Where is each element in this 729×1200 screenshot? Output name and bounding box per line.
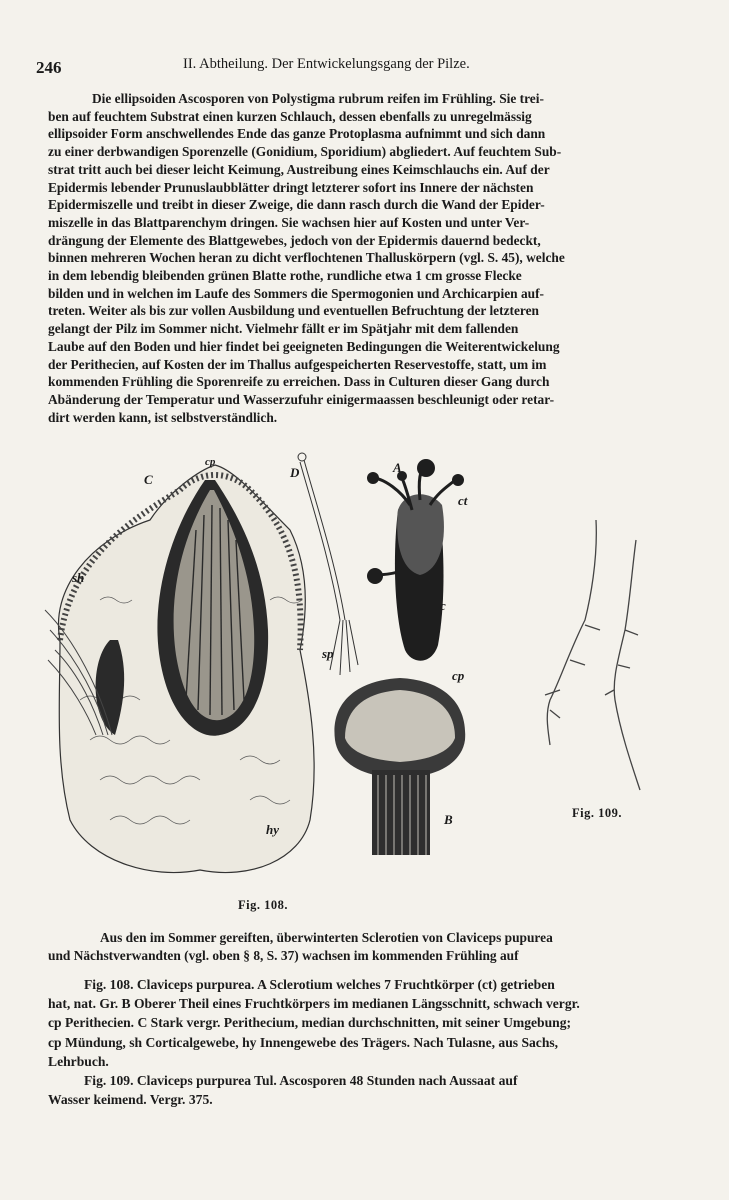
figure-108-caption	[48, 975, 702, 1071]
continuation-paragraph	[48, 929, 694, 964]
text-line: Abänderung der Temperatur und Wasserzufuhr einigermaassen beschleunigt oder retar-	[48, 391, 555, 407]
figure-letter: cp	[452, 668, 465, 683]
figure-letter: sh	[72, 570, 85, 585]
figure-letter: cp	[205, 456, 216, 468]
figure-letter: ct	[458, 493, 468, 508]
text-line: gelangt der Pilz im Sommer nicht. Vielmehr fällt er im Spätjahr mit dem fallenden	[48, 321, 519, 337]
text-line: in dem lebendig bleibenden grünen Blatte rothe, rundliche etwa 1 cm grosse Flecke	[48, 268, 522, 284]
text-line: Laube auf den Boden und hier findet bei geeigneten Bedingungen die Weiterentwickelung	[48, 338, 560, 354]
caption-line: cp Mündung, sh Corticalgewebe, hy Innengewebe des Trägers. Nach Tulasne, aus Sachs,	[48, 1034, 559, 1050]
text-line: treten. Weiter als bis zur vollen Ausbildung und eventuellen Befruchtung der letzteren	[48, 303, 540, 319]
text-line: und Nächstverwandten (vgl. oben § 8, S. 37) wachsen im kommenden Frühling auf	[48, 947, 519, 963]
text-line: Epidermiszelle und treibt in dieser Zweige, die dann rasch durch die Wand der Epider-	[48, 197, 545, 213]
text-line: dirt werden kann, ist selbstverständlich.	[48, 409, 278, 425]
ascospores-drawing-109	[545, 520, 640, 790]
text-line: binnen mehreren Wochen heran zu dicht verflochtenen Thalluskörpern (vgl. S. 45), welche	[48, 250, 565, 266]
caption-line: Wasser keimend. Vergr. 375.	[48, 1092, 213, 1108]
ascus-drawing-d	[298, 453, 358, 675]
figure-letter: A	[393, 460, 402, 475]
caption-line: Fig. 108. Claviceps purpurea. A Sclerotium welches 7 Fruchtkörper (ct) getrieben	[84, 977, 555, 992]
figure-letter: B	[444, 812, 453, 827]
caption-line: cp Perithecien. C Stark vergr. Perithecium, median durchschnitten, mit seiner Umgebung;	[48, 1015, 572, 1031]
text-line: zu einer derbwandigen Sporenzelle (Gonidium, Sporidium) abgliedert. Auf feuchtem Sub-	[48, 144, 562, 160]
text-line: bilden und in welchen im Laufe des Sommers die Spermogonien und Archicarpien auf-	[48, 285, 545, 301]
figure-letter: C	[144, 472, 153, 487]
figure-109-caption	[48, 1071, 702, 1109]
fruit-body-drawing-b	[334, 678, 465, 855]
page-number: 246	[36, 58, 62, 77]
caption-line: hat, nat. Gr. B Oberer Theil eines Fruchtkörpers im medianen Längsschnitt, schwach vergr.	[48, 996, 580, 1012]
sclerotium-drawing-a	[367, 459, 464, 661]
text-line: ben auf feuchtem Substrat einen kurzen Schlauch, dessen ebenfalls zu unregelmässig	[48, 108, 532, 124]
text-line: Aus den im Sommer gereiften, überwinterten Sclerotien von Claviceps pupurea	[100, 930, 553, 945]
figure-109-label: Fig. 109.	[572, 806, 622, 820]
text-line: ellipsoider Form anschwellendes Ende das ganze Protoplasma aufnimmt und sich dann	[48, 126, 546, 142]
text-line: drängung der Elemente des Blattgewebes, jedoch von der Epidermis dauernd bedeckt,	[48, 232, 541, 248]
figure-letter: c	[440, 598, 446, 613]
text-line: Epidermis lebender Prunuslaubblätter dringt letzterer sofort ins Innere der nächsten	[48, 179, 534, 195]
figure-letter: D	[290, 465, 300, 480]
perithecium-drawing-c	[45, 465, 314, 873]
figure-letter: sp	[322, 646, 334, 661]
caption-line: Fig. 109. Claviceps purpurea Tul. Ascosporen 48 Stunden nach Aussaat auf	[84, 1073, 518, 1088]
text-line: der Perithecien, auf Kosten der im Thallus aufgespeicherten Reservestoffe, statt, um im	[48, 356, 547, 372]
text-line: miszelle in das Blattparenchym dringen. Sie wachsen hier auf Kosten und unter Ver-	[48, 214, 530, 230]
text-line: strat tritt auch bei dieser leicht Keimung, Austreibung eines Keimschlauchs ein. Auf der	[48, 161, 550, 177]
running-head: II. Abtheilung. Der Entwickelungsgang der Pilze.	[183, 56, 470, 72]
figure-108-label: Fig. 108.	[238, 898, 288, 912]
figure-letter: hy	[266, 822, 279, 837]
caption-line: Lehrbuch.	[48, 1053, 109, 1069]
text-line: kommenden Frühling die Sporenreife zu erreichen. Dass in Culturen dieser Gang durch	[48, 374, 550, 390]
text-line: Die ellipsoiden Ascosporen von Polystigma rubrum reifen im Frühling. Sie trei-	[92, 91, 544, 106]
